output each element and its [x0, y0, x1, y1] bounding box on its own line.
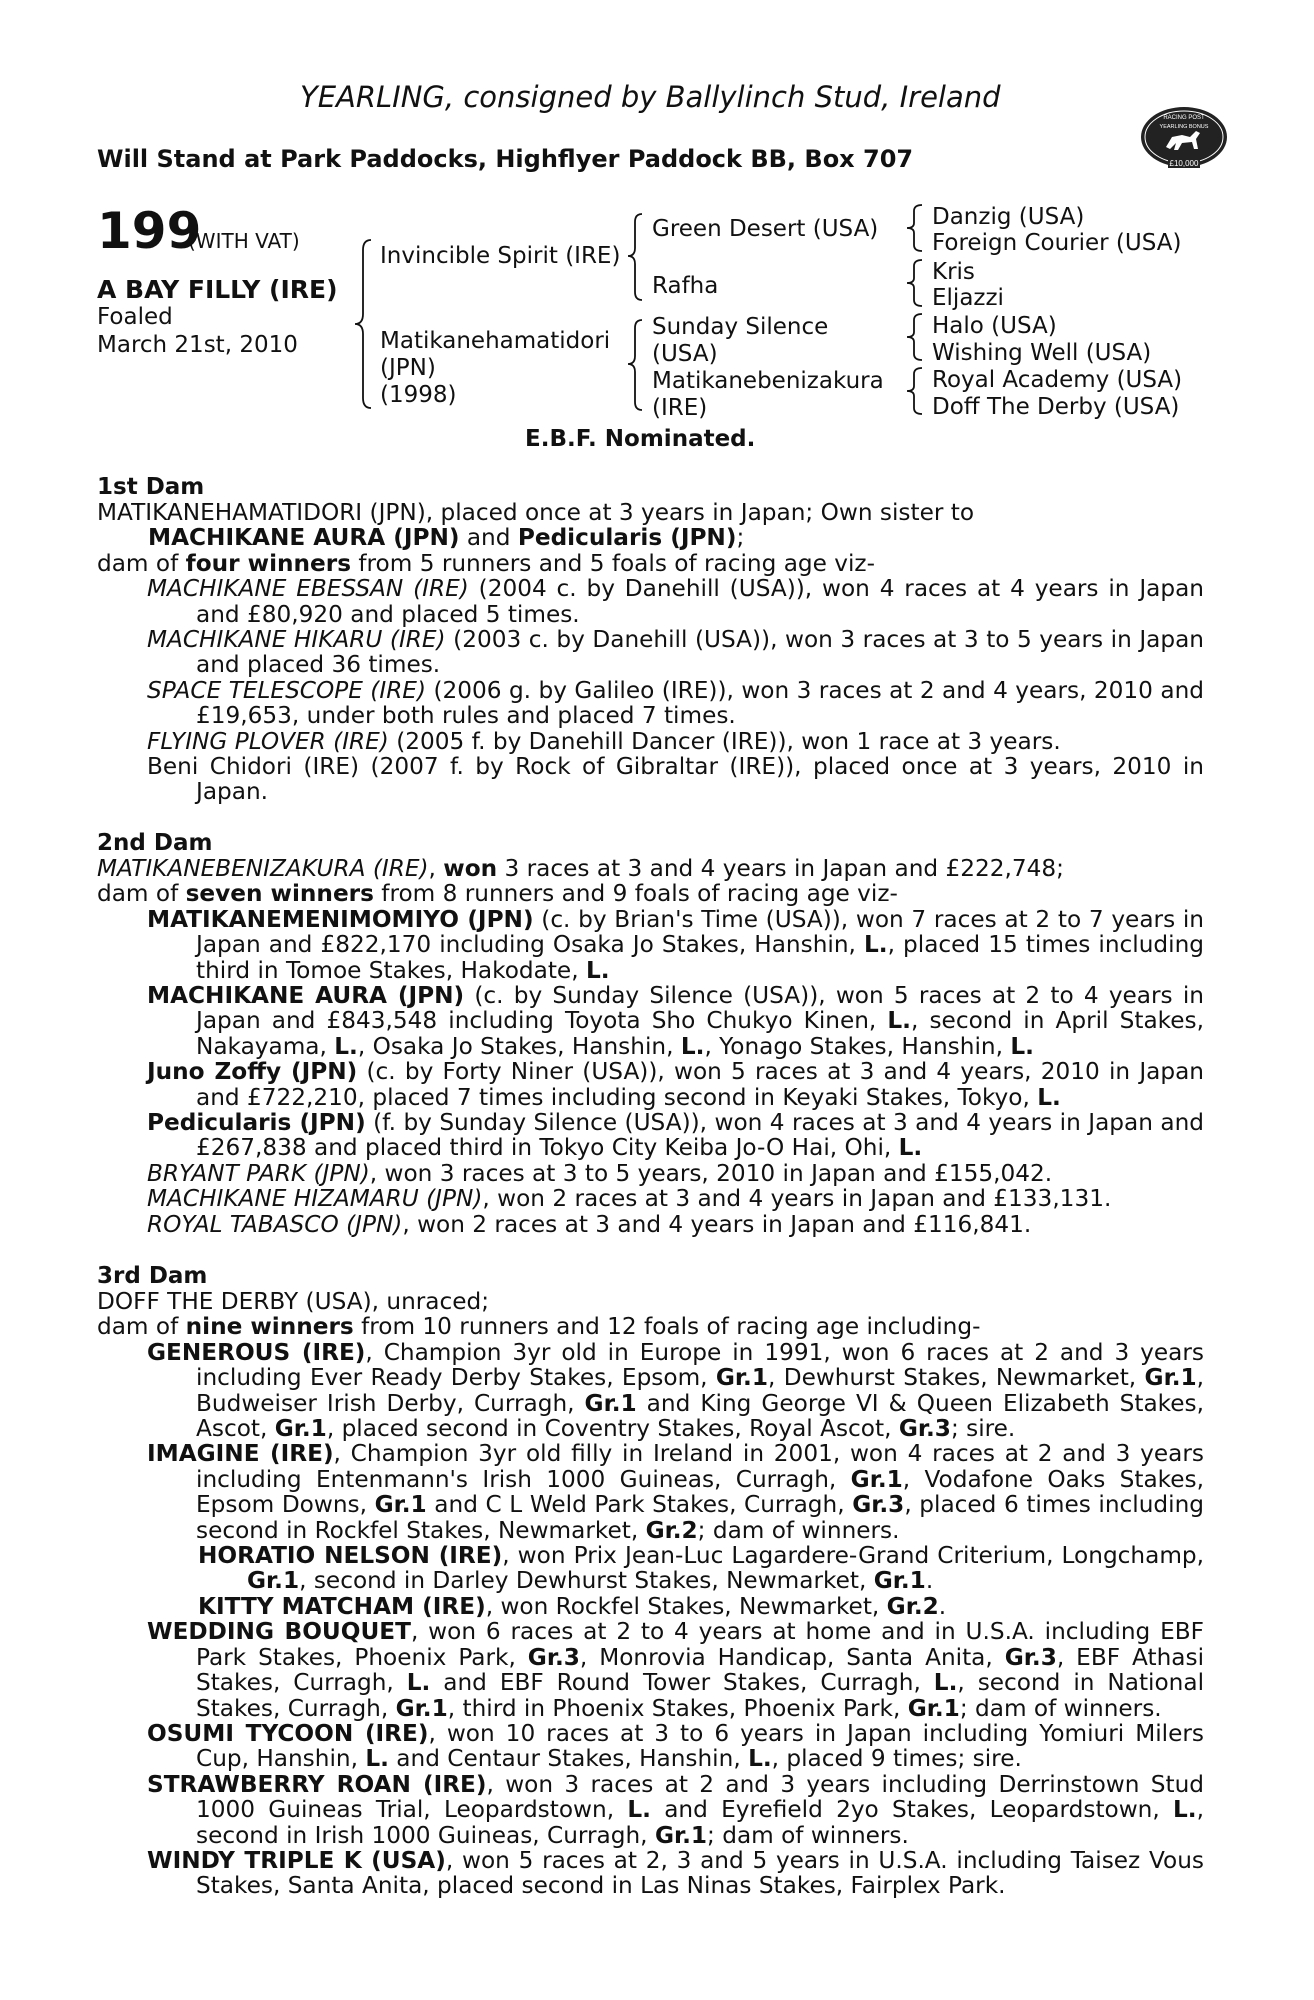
pedigree-brace-main [353, 238, 375, 410]
second-dam-section [97, 856, 1204, 1237]
dam-dam-name: Matikanebenizakura [652, 368, 884, 394]
third-dam-entry: WINDY TRIPLE K (USA), won 5 races at 2, 3 and 5 years in U.S.A. including Taisez Vous Stakes, Santa Anita, placed second in Las Ninas Stakes, Fairplex Park. [147, 1846, 1204, 1900]
sire-sire-sire: Danzig (USA) [932, 204, 1085, 230]
dam-dam-country: (IRE) [652, 395, 708, 421]
first-dam-line1: MATIKANEHAMATIDORI (JPN), placed once at 3 years in Japan; Own sister to [97, 499, 975, 526]
dam-dam-sire: Royal Academy (USA) [932, 367, 1183, 393]
third-dam-entry: IMAGINE (IRE), Champion 3yr old filly in Ireland in 2001, won 4 races at 2 and 3 years including Entenmann's Irish 1000 Guineas, Curragh, Gr.1, Vodafone Oaks Stakes, Epsom Downs, Gr.1 and C L Weld Park Stakes, Curragh, Gr.3, placed 6 times including second in Rockfel Stakes, Newmarket, Gr.2; dam of winners. [147, 1440, 1205, 1544]
third-dam-entry: STRAWBERRY ROAN (IRE), won 3 races at 2 and 3 years including Derrinstown Stud 1000 Guineas Trial, Leopardstown, L. and Eyrefield 2yo Stakes, Leopardstown, L., second in Irish 1000 Guineas, Curragh, Gr.1; dam of winners. [147, 1770, 1204, 1849]
first-dam-sisters: MACHIKANE AURA (JPN) and Pedicularis (JPN); [148, 524, 745, 552]
dam-sire-country: (USA) [652, 341, 718, 367]
first-dam-section [97, 500, 1204, 805]
first-dam-entry: MACHIKANE HIKARU (IRE) (2003 c. by Danehill (USA)), won 3 races at 3 to 5 years in Japan and placed 36 times. [147, 626, 1205, 679]
third-dam-section [97, 1289, 1204, 1899]
dam-sire-name: Sunday Silence [652, 314, 829, 340]
badge-bottom-text: £10,000 [1169, 159, 1199, 168]
third-dam-title: 3rd Dam [97, 1263, 208, 1289]
second-dam-produce-summary: dam of seven winners from 8 runners and 9 foals of racing age viz- [97, 880, 898, 908]
second-dam-entry: BRYANT PARK (JPN), won 3 races at 3 to 5 years, 2010 in Japan and £155,042. [147, 1159, 1053, 1187]
dam-country: (JPN) [380, 355, 436, 381]
dam-dam [652, 368, 884, 422]
dam-year: (1998) [380, 382, 457, 408]
second-dam-entry: MACHIKANE AURA (JPN) (c. by Sunday Silence (USA)), won 5 races at 2 to 4 years in Japan and £843,548 including Toyota Sho Chukyo Kinen, L., second in April Stakes, Nakayama, L., Osaka Jo Stakes, Hanshin, L., Yonago Stakes, Hanshin, L. [147, 982, 1204, 1060]
third-dam-sub-entry: KITTY MATCHAM (IRE), won Rockfel Stakes, Newmarket, Gr.2. [198, 1592, 947, 1620]
second-dam-entry: MACHIKANE HIZAMARU (JPN), won 2 races at 3 and 4 years in Japan and £133,131. [147, 1185, 1112, 1213]
badge-top-text: RACING POST [1163, 115, 1205, 121]
dam-sire-sire: Halo (USA) [932, 313, 1057, 339]
pedigree-brace-g3 [904, 312, 926, 362]
third-dam-entry: OSUMI TYCOON (IRE), won 10 races at 3 to 6 years in Japan including Yomiuri Milers Cup, Hanshin, L. and Centaur Stakes, Hanshin, L., placed 9 times; sire. [147, 1719, 1204, 1773]
second-dam-title: 2nd Dam [97, 830, 213, 856]
pedigree-brace-sire [626, 212, 646, 302]
lot-number: 199 [97, 202, 202, 260]
foaled-date: March 21st, 2010 [97, 332, 298, 358]
foaled-info [97, 303, 298, 359]
pedigree-brace-g1 [904, 203, 926, 253]
pedigree-brace-g4 [904, 366, 926, 416]
second-dam-entry: Pedicularis (JPN) (f. by Sunday Silence (USA)), won 4 races at 3 and 4 years in Japan and £267,838 and placed third in Tokyo City Keiba Jo-O Hai, Ohi, L. [147, 1109, 1204, 1162]
third-dam-entry: GENEROUS (IRE), Champion 3yr old in Europe in 1991, won 6 races at 2 and 3 years including Ever Ready Derby Stakes, Epsom, Gr.1, Dewhurst Stakes, Newmarket, Gr.1, Budweiser Irish Derby, Curragh, Gr.1 and King George VI & Queen Elizabeth Stakes, Ascot, Gr.1, placed second in Coventry Stakes, Royal Ascot, Gr.3; sire. [147, 1338, 1205, 1443]
dam-sire-dam: Wishing Well (USA) [932, 340, 1152, 366]
yearling-bonus-badge [1138, 97, 1230, 181]
sire-sire-dam: Foreign Courier (USA) [932, 230, 1182, 256]
stand-location: Will Stand at Park Paddocks, Highflyer Paddock BB, Box 707 [97, 145, 914, 173]
first-dam-entry: MACHIKANE EBESSAN (IRE) (2004 c. by Danehill (USA)), won 4 races at 4 years in Japan and £80,920 and placed 5 times. [147, 575, 1205, 628]
lot-description: A BAY FILLY (IRE) [97, 275, 338, 304]
sire-dam-sire: Kris [932, 259, 975, 285]
first-dam-entry: FLYING PLOVER (IRE) (2005 f. by Danehill Dancer (IRE)), won 1 race at 3 years. [147, 727, 1061, 755]
second-dam-line1: MATIKANEBENIZAKURA (IRE), won 3 races at 3 and 4 years in Japan and £222,748; [97, 855, 1064, 882]
sire-sire: Green Desert (USA) [652, 216, 879, 242]
dam-dam-dam: Doff The Derby (USA) [932, 394, 1180, 420]
third-dam-line1: DOFF THE DERBY (USA), unraced; [97, 1288, 490, 1315]
second-dam-entry: MATIKANEMENIMOMIYO (JPN) (c. by Brian's Time (USA)), won 7 races at 2 to 7 years in Japan and £822,170 including Osaka Jo Stakes, Hanshin, L., placed 15 times including third in Tomoe Stakes, Hakodate, L. [147, 905, 1204, 984]
pedigree-brace-g2 [904, 258, 926, 308]
sire-dam: Rafha [652, 273, 719, 299]
consignment-heading: YEARLING, consigned by Ballylinch Stud, Ireland [300, 80, 1001, 114]
second-dam-entry: Juno Zoffy (JPN) (c. by Forty Niner (USA)), won 5 races at 3 and 4 years, 2010 in Japan and £722,210, placed 7 times including second in Keyaki Stakes, Tokyo, L. [147, 1058, 1204, 1111]
sire: Invincible Spirit (IRE) [380, 243, 621, 269]
second-dam-entry: ROYAL TABASCO (JPN), won 2 races at 3 and 4 years in Japan and £116,841. [147, 1210, 1032, 1238]
pedigree-brace-dam [626, 318, 646, 412]
foaled-label: Foaled [97, 304, 173, 330]
dam-sire [652, 314, 828, 368]
dam-name: Matikanehamatidori [380, 328, 611, 354]
first-dam-entry: Beni Chidori (IRE) (2007 f. by Rock of Gibraltar (IRE)), placed once at 3 years, 2010 in Japan. [147, 753, 1204, 806]
third-dam-produce-summary: dam of nine winners from 10 runners and 12 foals of racing age including- [97, 1313, 981, 1341]
first-dam-entry: SPACE TELESCOPE (IRE) (2006 g. by Galileo (IRE)), won 3 races at 2 and 4 years, 2010 and £19,653, under both rules and placed 7 times. [147, 676, 1204, 730]
third-dam-sub-entry: HORATIO NELSON (IRE), won Prix Jean-Luc Lagardere-Grand Criterium, Longchamp, Gr.1, second in Darley Dewhurst Stakes, Newmarket, Gr.1. [198, 1542, 1204, 1595]
sire-dam-dam: Eljazzi [932, 285, 1004, 311]
third-dam-entry: WEDDING BOUQUET, won 6 races at 2 to 4 years at home and in U.S.A. including EBF Park Stakes, Phoenix Park, Gr.3, Monrovia Handicap, Santa Anita, Gr.3, EBF Athasi Stakes, Curragh, L. and EBF Round Tower Stakes, Curragh, L., second in National Stakes, Curragh, Gr.1, third in Phoenix Stakes, Phoenix Park, Gr.1; dam of winners. [147, 1618, 1205, 1722]
ebf-nominated: E.B.F. Nominated. [525, 426, 756, 452]
badge-mid-text: YEARLING BONUS [1159, 124, 1209, 130]
vat-note: (WITH VAT) [188, 229, 300, 253]
dam [380, 328, 610, 409]
first-dam-title: 1st Dam [97, 474, 205, 500]
first-dam-produce-summary: dam of four winners from 5 runners and 5 foals of racing age viz- [97, 549, 875, 577]
